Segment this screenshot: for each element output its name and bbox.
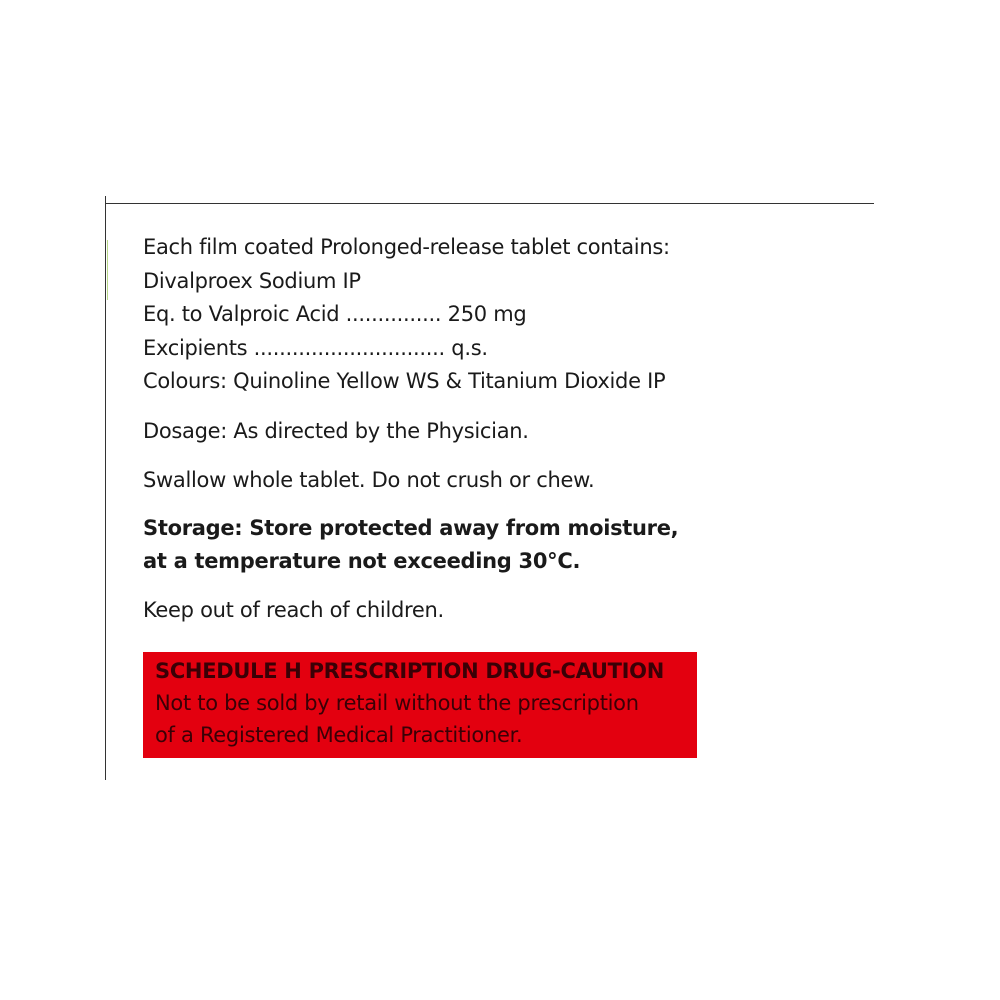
- left-border-rule: [105, 196, 106, 780]
- storage-line: Storage: Store protected away from moisture,: [143, 516, 679, 540]
- equivalent-strength: Eq. to Valproic Acid ............... 250 mg: [143, 302, 527, 326]
- top-border-rule: [106, 203, 874, 204]
- caution-heading: SCHEDULE H PRESCRIPTION DRUG-CAUTION: [155, 659, 665, 683]
- caution-line: Not to be sold by retail without the prescription: [155, 691, 639, 715]
- excipients-line: Excipients .............................. q.s.: [143, 335, 488, 360]
- side-accent-mark: [107, 240, 108, 300]
- colours-line: Colours: Quinoline Yellow WS & Titanium Dioxide IP: [143, 369, 666, 393]
- caution-line: of a Registered Medical Practitioner.: [155, 723, 523, 747]
- composition-section: [143, 231, 670, 399]
- active-ingredient: Divalproex Sodium IP: [143, 268, 361, 293]
- children-warning: Keep out of reach of children.: [143, 598, 444, 622]
- storage-line: at a temperature not exceeding 30°C.: [143, 549, 581, 573]
- swallow-instruction: Swallow whole tablet. Do not crush or chew.: [143, 468, 595, 492]
- schedule-h-caution-box: [143, 652, 697, 758]
- storage-instruction: [143, 512, 678, 578]
- dosage-instruction: Dosage: As directed by the Physician.: [143, 419, 529, 443]
- composition-heading: Each film coated Prolonged-release tablet contains:: [143, 235, 670, 259]
